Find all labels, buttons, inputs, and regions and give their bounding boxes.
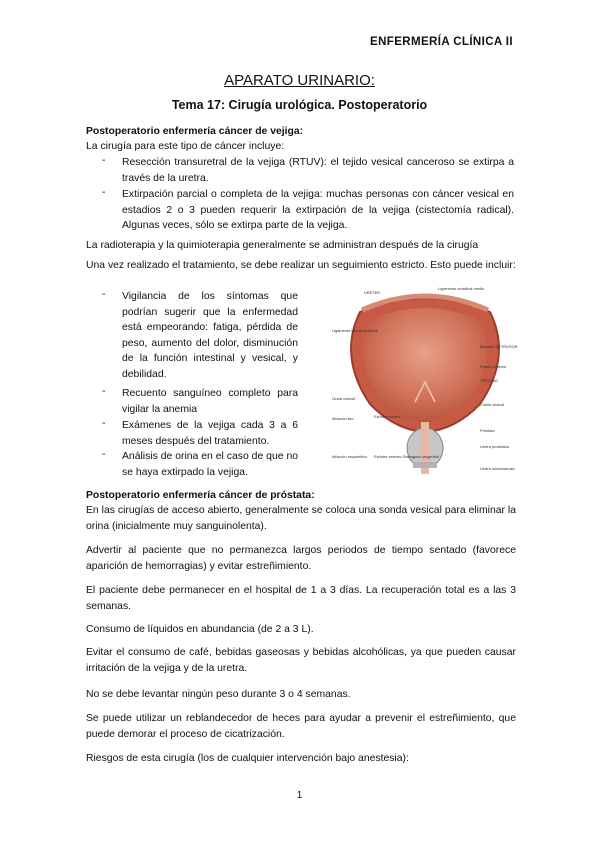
bullet-item: Exámenes de la vejiga cada 3 a 6 meses después del tratamiento. — [122, 420, 298, 447]
bullet-dash: - — [102, 449, 106, 460]
figure-label: Úvula vesical — [332, 396, 355, 401]
paragraph: En las cirugías de acceso abierto, generalmente se coloca una sonda vesical para eliminar la orina (inicialmente muy sanguinolenta). — [86, 505, 516, 532]
figure-label: Esfínter interno — [374, 414, 401, 419]
paragraph: Evitar el consumo de café, bebidas gaseosas y bebidas alcohólicas, ya que pueden causar irritación de la vejiga y de la uretra. — [86, 647, 516, 674]
bullet-item: Vigilancia de los síntomas que podrían sugerir que la enfermedad está empeorando: fatiga, pérdida de peso, aumento del dolor, disminución de la función intestinal y vesical, y debilidad. — [122, 291, 298, 380]
figure-label: Uretra membranosa — [480, 466, 515, 471]
figure-label: URETER — [364, 290, 380, 295]
paragraph: La radioterapia y la quimioterapia generalmente se administran después de la cirugía — [86, 240, 479, 251]
paragraph: Se puede utilizar un reblandecedor de heces para ayudar a prevenir el estreñimiento, que puede demorar el proceso de cicatrización. — [86, 713, 516, 740]
bullet-dash: - — [102, 418, 106, 429]
figure-label: Ligamento umbilical medio — [438, 286, 485, 291]
bullet-dash: - — [102, 289, 106, 300]
figure-label: Uretra prostática — [480, 444, 509, 449]
paragraph: Una vez realizado el tratamiento, se debe realizar un seguimiento estricto. Esto puede incluir: — [86, 260, 516, 271]
bullet-dash: - — [102, 187, 106, 198]
figure-label: Próstata — [480, 428, 495, 433]
running-header: ENFERMERÍA CLÍNICA II — [370, 36, 513, 48]
section-heading-bladder: Postoperatorio enfermería cáncer de vejiga: — [86, 126, 304, 137]
figure-label: Pared posterior — [480, 364, 507, 369]
section-heading-prostate: Postoperatorio enfermería cáncer de próstata: — [86, 490, 315, 501]
paragraph: El paciente debe permanecer en el hospital de 1 a 3 días. La recuperación total es a las 3 semanas. — [86, 585, 516, 612]
figure-label: Esfínter externo Diafragma urogenital — [374, 454, 439, 459]
document-title: APARATO URINARIO: — [224, 72, 375, 89]
topic-subtitle: Tema 17: Cirugía urológica. Postoperatorio — [171, 98, 428, 112]
figure-label: Ligamento lateral umbilical — [332, 328, 379, 333]
bullet-item: Análisis de orina en el caso de que no se haya extirpado la vejiga. — [122, 451, 298, 478]
figure-label: TRÍGONO — [480, 378, 499, 383]
paragraph: Advertir al paciente que no permanezca largos periodos de tiempo sentado (favorece aparición de hemorragias) y evitar estreñimiento. — [86, 545, 516, 572]
paragraph: Riesgos de esta cirugía (los de cualquier intervención bajo anestesia): — [86, 753, 409, 764]
intro-text: La cirugía para este tipo de cáncer incluye: — [86, 141, 285, 152]
bullet-item: Recuento sanguíneo completo para vigilar la anemia — [122, 388, 298, 415]
paragraph: Consumo de líquidos en abundancia (de 2 a 3 L). — [86, 624, 314, 635]
figure-label: Músculo liso — [332, 416, 354, 421]
page-number: 1 — [296, 789, 303, 801]
bullet-dash: - — [102, 155, 106, 166]
bladder-anatomy-figure — [330, 282, 520, 476]
bullet-dash: - — [102, 386, 106, 397]
bullet-item: Extirpación parcial o completa de la vejiga: muchas personas con cáncer vesical en estadios 2 o 3 pueden requerir la extirpación de la vejiga (cistectomía radical). Algunas veces, sólo se extirpa parte de la vejiga. — [122, 189, 514, 231]
figure-label: Músculo DETRUSOR — [480, 344, 518, 349]
figure-label: Músculo esquelético — [332, 454, 368, 459]
figure-label: Cuello vesical — [480, 402, 505, 407]
bullet-item: Resección transuretral de la vejiga (RTUV): el tejido vesical canceroso se extirpa a través de la uretra. — [122, 157, 514, 184]
paragraph: No se debe levantar ningún peso durante 3 o 4 semanas. — [86, 689, 351, 700]
